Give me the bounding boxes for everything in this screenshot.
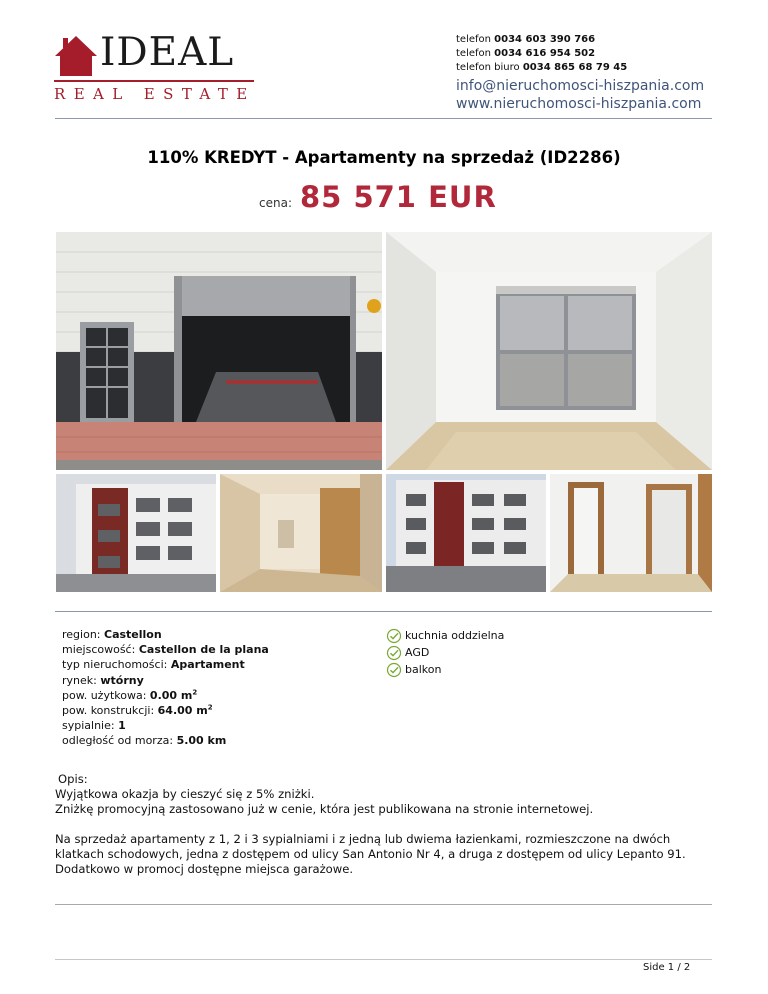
check-circle-icon bbox=[386, 628, 402, 644]
check-circle-icon bbox=[386, 645, 402, 661]
email-link[interactable]: info@nieruchomosci-hiszpania.com bbox=[456, 78, 705, 94]
price-value: 85 571 EUR bbox=[300, 180, 497, 214]
detail-row: odległość od morza: 5.00 km bbox=[62, 734, 227, 748]
page-number: Side 1 / 2 bbox=[643, 962, 691, 973]
footer-divider bbox=[55, 959, 712, 960]
logo-divider bbox=[54, 80, 254, 82]
feature-item: balkon bbox=[386, 661, 504, 678]
detail-row: miejscowość: Castellon de la plana bbox=[62, 643, 269, 657]
photo-facade-2[interactable] bbox=[386, 474, 546, 592]
photo-living-room[interactable] bbox=[386, 232, 712, 470]
photo-building-entrance[interactable] bbox=[56, 232, 382, 470]
description-paragraph: Dodatkowo w promocj dostępne miejsca garażowe. bbox=[55, 862, 354, 876]
detail-row: pow. użytkowa: 0.00 $m^2$ bbox=[62, 688, 198, 702]
description-heading: Opis: bbox=[58, 772, 88, 786]
logo-word: IDEAL bbox=[100, 30, 235, 75]
detail-row: region: Castellon bbox=[62, 628, 162, 641]
detail-row: sypialnie: 1 bbox=[62, 719, 126, 733]
phone-number[interactable]: 0034 603 390 766 bbox=[494, 34, 596, 45]
description-paragraph: Zniżkę promocyjną zastosowano już w cenie, która jest publikowana na stronie internetowej. bbox=[55, 802, 594, 816]
photo-hallway[interactable] bbox=[220, 474, 382, 592]
website-link[interactable]: www.nieruchomosci-hiszpania.com bbox=[456, 96, 702, 112]
photo-facade-1[interactable] bbox=[56, 474, 216, 592]
phone-line: telefon biuro 0034 865 68 79 45 bbox=[456, 62, 628, 73]
listing-title: 110% KREDYT - Apartamenty na sprzedaż (ID2286) bbox=[147, 148, 621, 167]
phone-number[interactable]: 0034 865 68 79 45 bbox=[522, 62, 628, 73]
phone-number[interactable]: 0034 616 954 502 bbox=[494, 48, 596, 59]
check-circle-icon bbox=[386, 662, 402, 678]
description-spacer bbox=[55, 817, 720, 832]
company-logo bbox=[54, 30, 259, 105]
logo-subtitle: REAL ESTATE bbox=[54, 85, 256, 103]
header-divider bbox=[55, 118, 712, 119]
property-details bbox=[62, 627, 269, 749]
house-icon bbox=[54, 34, 98, 76]
price-label: cena: bbox=[259, 196, 292, 210]
description bbox=[55, 772, 720, 877]
description-paragraph: Na sprzedaż apartamenty z 1, 2 i 3 sypialniami i z jedną lub dwiema łazienkami, rozmieszczone na dwóch klatkach schodowych, jedna z dostępem od ulicy San Antonio Nr 4, a druga z dostępem od ulicy Lepanto 91. bbox=[55, 832, 686, 861]
feature-item: AGD bbox=[386, 644, 504, 661]
contact-block bbox=[456, 33, 756, 113]
detail-row: typ nieruchomości: Apartament bbox=[62, 658, 245, 672]
description-paragraph: Wyjątkowa okazja by cieszyć się z 5% zniżki. bbox=[55, 787, 315, 801]
detail-row: pow. konstrukcji: 64.00 $m^2$ bbox=[62, 703, 213, 718]
photo-interior-doors[interactable] bbox=[550, 474, 712, 592]
feature-item: kuchnia oddzielna bbox=[386, 627, 504, 644]
phone-line: telefon 0034 616 954 502 bbox=[456, 48, 596, 59]
description-divider bbox=[55, 904, 712, 905]
feature-list bbox=[386, 627, 504, 678]
section-divider bbox=[55, 611, 712, 612]
detail-row: rynek: wtórny bbox=[62, 673, 144, 687]
phone-line: telefon 0034 603 390 766 bbox=[456, 34, 596, 45]
